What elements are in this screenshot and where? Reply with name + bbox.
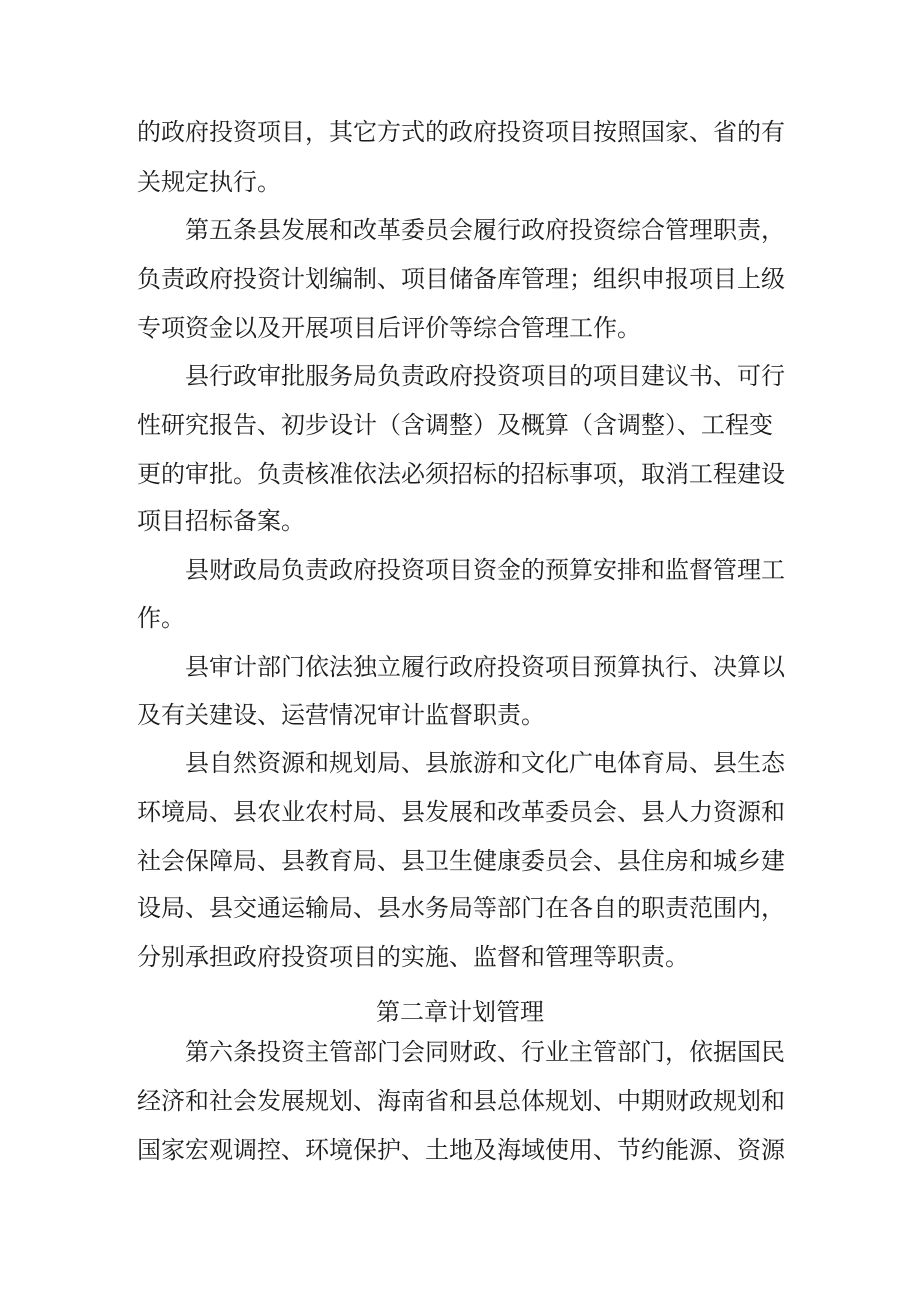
text-line: 性研究报告、初步设计（含调整）及概算（含调整）、工程变 <box>137 411 773 439</box>
text-line: 项目招标备案。 <box>137 507 305 535</box>
text-line: 更的审批。负责核准依法必须招标的招标事项，取消工程建设 <box>137 460 785 488</box>
text-line: 负责政府投资计划编制、项目储备库管理；组织申报项目上级 <box>137 265 785 293</box>
text-line: 县财政局负责政府投资项目资金的预算安排和监督管理工 <box>185 556 785 584</box>
text-line: 第六条投资主管部门会同财政、行业主管部门，依据国民 <box>185 1038 785 1066</box>
text-line: 及有关建设、运营情况审计监督职责。 <box>137 701 545 729</box>
chapter-heading: 第二章计划管理 <box>376 998 544 1026</box>
text-line: 县自然资源和规划局、县旅游和文化广电体育局、县生态 <box>185 749 785 777</box>
text-line: 国家宏观调控、环境保护、土地及海域使用、节约能源、资源 <box>137 1136 785 1164</box>
text-line: 专项资金以及开展项目后评价等综合管理工作。 <box>137 314 641 342</box>
text-line: 县行政审批服务局负责政府投资项目的项目建议书、可行 <box>185 362 785 390</box>
text-line: 设局、县交通运输局、县水务局等部门在各自的职责范围内， <box>137 894 785 922</box>
text-line: 关规定执行。 <box>137 168 281 196</box>
text-line: 县审计部门依法独立履行政府投资项目预算执行、决算以 <box>185 653 785 681</box>
text-line: 的政府投资项目，其它方式的政府投资项目按照国家、省的有 <box>137 118 785 146</box>
text-line: 社会保障局、县教育局、县卫生健康委员会、县住房和城乡建 <box>137 847 785 875</box>
text-line: 经济和社会发展规划、海南省和县总体规划、中期财政规划和 <box>137 1087 785 1115</box>
text-line: 环境局、县农业农村局、县发展和改革委员会、县人力资源和 <box>137 798 785 826</box>
text-line: 分别承担政府投资项目的实施、监督和管理等职责。 <box>137 943 689 971</box>
text-line: 作。 <box>137 604 185 632</box>
text-line: 第五条县发展和改革委员会履行政府投资综合管理职责， <box>185 216 785 244</box>
